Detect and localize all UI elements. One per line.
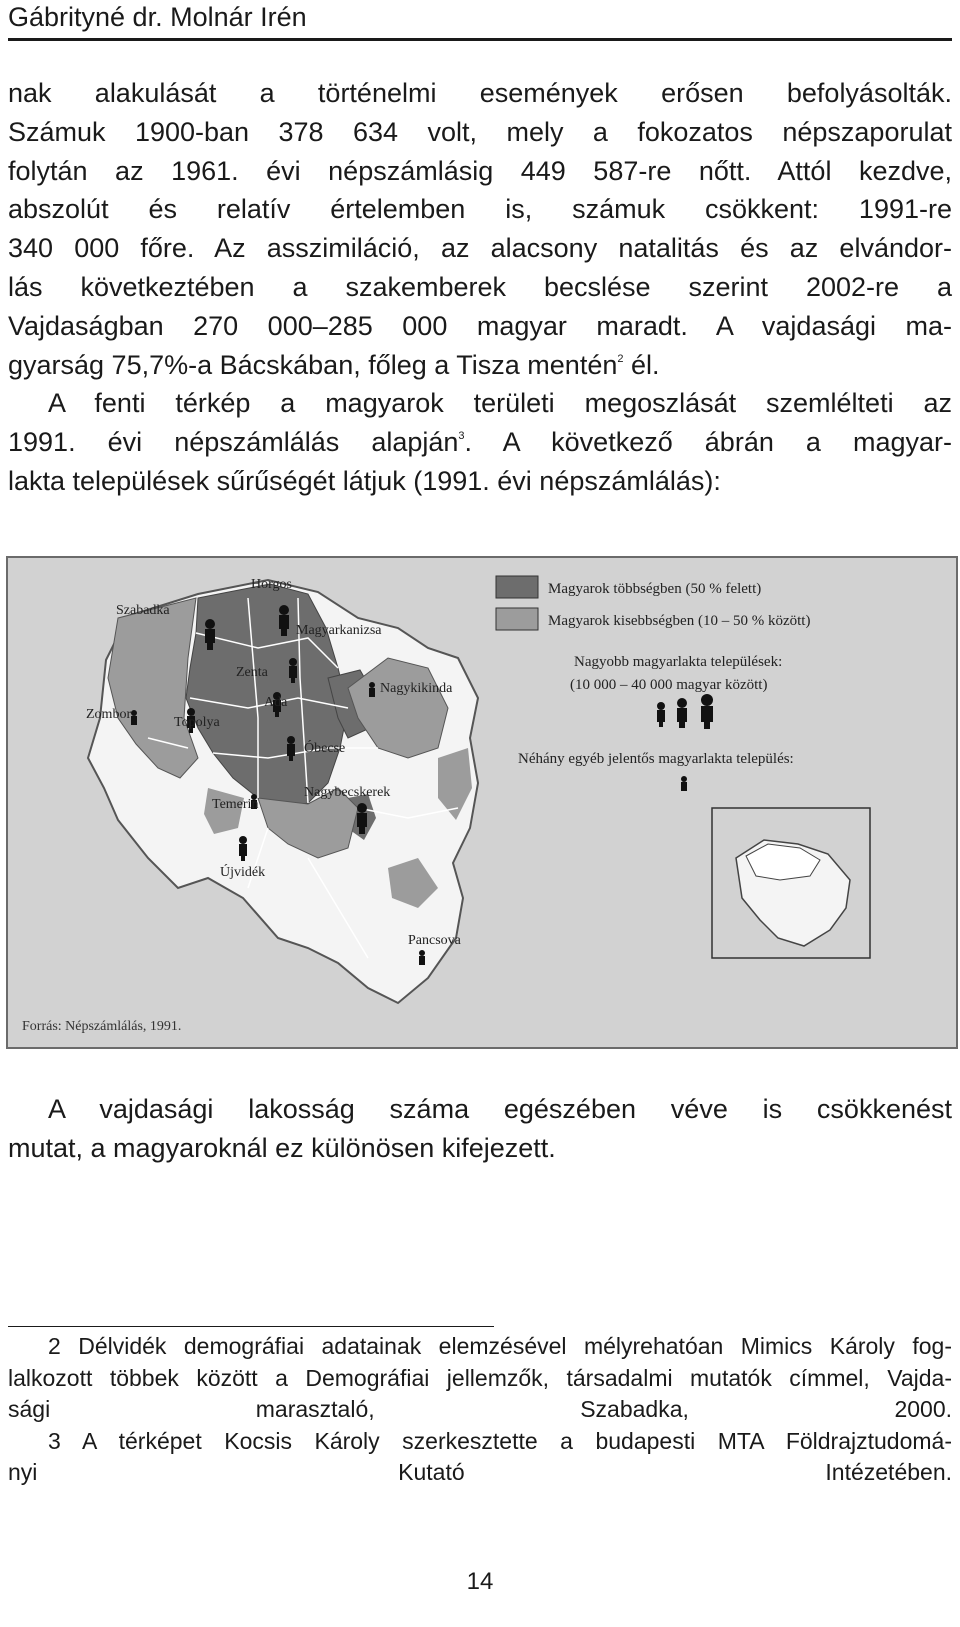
text-fragment: él. <box>623 349 660 380</box>
town-label-temerin: Temerin <box>212 797 259 812</box>
footnote-divider <box>8 1326 494 1327</box>
text-fragment: gyarság 75,7%-a Bácskában, főleg a Tisza mentén <box>8 349 618 380</box>
footnotes <box>8 1331 952 1489</box>
person-icon <box>657 702 665 727</box>
legend-swatch-minority <box>496 608 538 630</box>
town-label-szabadka: Szabadka <box>116 603 170 618</box>
text-fragment: . A következő ábrán a magyar- <box>464 427 952 458</box>
town-label-topolya: Topolya <box>174 715 220 730</box>
footnote-3-line: nyi Kutató Intézetében. <box>8 1459 952 1485</box>
vojvodina-map-figure <box>6 556 958 1049</box>
text-line: mutat, a magyaroknál ez különösen kifejezett. <box>8 1132 556 1163</box>
person-icon <box>701 694 713 729</box>
text-line: 340 000 főre. Az asszimiláció, az alacsony natalitás és az elvándor- <box>8 233 952 264</box>
legend-label-minority: Magyarok kisebbségben (10 – 50 % között) <box>548 613 811 629</box>
map-source: Forrás: Népszámlálás, 1991. <box>22 1019 182 1034</box>
text-line: nak alakulását a történelmi események erősen befolyásolták. <box>8 78 952 108</box>
person-icon <box>369 682 375 697</box>
footnote-2-line: sági marasztaló, Szabadka, 2000. <box>8 1396 952 1422</box>
town-label-obecse: Óbecse <box>304 741 346 756</box>
text-line <box>8 423 952 462</box>
town-label-nagybecskerek: Nagybecskerek <box>304 785 391 800</box>
map-legend <box>496 576 810 791</box>
footnote-ref-2: 2 <box>617 352 624 365</box>
text-line: folytán az 1961. évi népszámlásig 449 587-re nőtt. Attól kezdve, <box>8 155 952 186</box>
text-line: abszolút és relatív értelemben is, számuk csökkent: 1991-re <box>8 194 952 225</box>
footnote-ref-3: 3 <box>458 430 465 443</box>
legend-larger-title: Nagyobb magyarlakta települések: <box>574 654 783 670</box>
text-line: A fenti térkép a magyarok területi megoszlását szemlélteti az <box>48 388 952 419</box>
footnote-3-line: 3 A térképet Kocsis Károly szerkesztette a budapesti MTA Földrajztudomá- <box>48 1427 952 1454</box>
footnote-2-line: 2 Délvidék demográfiai adatainak elemzésével mélyrehatóan Mimics Károly fog- <box>48 1333 952 1359</box>
person-icon <box>677 698 687 728</box>
text-line: Számuk 1900-ban 378 634 volt, mely a fokozatos népszaporulat <box>8 116 952 147</box>
person-icon <box>131 710 137 725</box>
town-label-zenta: Zenta <box>236 665 268 680</box>
footnote-2-line: lalkozott többek között a Demográfiai jellemzők, társadalmi mutatók címmel, Vajda- <box>8 1364 952 1391</box>
text-line: Vajdaságban 270 000–285 000 magyar maradt. A vajdasági ma- <box>8 310 952 341</box>
body-paragraph-1 <box>8 74 952 501</box>
text-fragment: 1991. évi népszámlálás alapján <box>8 427 459 458</box>
body-paragraph-2 <box>8 1090 952 1168</box>
person-icon <box>681 776 687 791</box>
text-line: lakta települések sűrűségét látjuk (1991. évi népszámlálás): <box>8 465 721 496</box>
text-line: lás következtében a szakemberek becslése szerint 2002-re a <box>8 271 952 302</box>
header-author: Gábrityné dr. Molnár Irén <box>8 2 307 32</box>
town-label-nagykikinda: Nagykikinda <box>380 681 453 696</box>
text-line: A vajdasági lakosság száma egészében véve is csökkenést <box>48 1094 952 1124</box>
town-label-zombor: Zombor <box>86 707 132 722</box>
map-svg <box>8 558 956 1047</box>
person-icon <box>419 950 425 965</box>
town-label-horgos: Horgos <box>251 577 292 592</box>
legend-swatch-majority <box>496 576 538 598</box>
running-header <box>8 0 952 41</box>
legend-other-title: Néhány egyéb jelentős magyarlakta település: <box>518 751 794 767</box>
town-label-magyarkanizsa: Magyarkanizsa <box>296 623 382 638</box>
town-label-pancsova: Pancsova <box>408 933 461 948</box>
town-label-ada: Ada <box>264 695 288 710</box>
legend-larger-range: (10 000 – 40 000 magyar között) <box>570 677 768 693</box>
town-label-ujvidek: Újvidék <box>220 865 266 880</box>
legend-label-majority: Magyarok többségben (50 % felett) <box>548 581 762 597</box>
text-line <box>8 346 952 385</box>
page-number: 14 <box>466 1568 494 1595</box>
legend-person-icons <box>657 694 713 729</box>
